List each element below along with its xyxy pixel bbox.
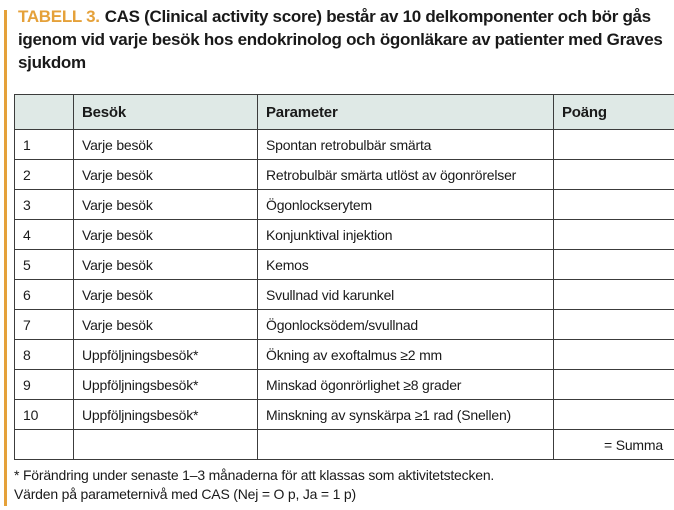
cell-besok: Varje besök (74, 310, 258, 340)
cell-parameter: Minskning av synskärpa ≥1 rad (Snellen) (258, 400, 554, 430)
cell-parameter: Ögonlockserytem (258, 190, 554, 220)
cell-row-number: 1 (15, 130, 74, 160)
cell-besok: Varje besök (74, 190, 258, 220)
table-row (15, 220, 674, 250)
accent-left-bar (4, 10, 7, 506)
cell-besok: Varje besök (74, 130, 258, 160)
table-row (15, 370, 674, 400)
header-cell-besok: Besök (74, 95, 258, 130)
cell-poang (554, 220, 674, 250)
header-cell-number (15, 95, 74, 130)
table-row (15, 430, 674, 460)
cell-besok: Varje besök (74, 220, 258, 250)
cell-row-number (15, 430, 74, 460)
table-caption-label: TABELL 3. (18, 7, 100, 26)
cas-table-body (15, 130, 674, 460)
cell-row-number: 4 (15, 220, 74, 250)
cell-besok: Varje besök (74, 160, 258, 190)
table-row (15, 310, 674, 340)
cas-table-header (15, 95, 674, 130)
table-row (15, 190, 674, 220)
cell-poang (554, 250, 674, 280)
cell-row-number: 9 (15, 370, 74, 400)
cell-besok: Uppföljningsbesök* (74, 340, 258, 370)
table-row (15, 400, 674, 430)
footnotes (14, 466, 664, 503)
cell-row-number: 7 (15, 310, 74, 340)
footnote-line-1: * Förändring under senaste 1–3 månaderna för att klassas som aktivitetstecken. (14, 467, 495, 483)
cell-besok: Uppföljningsbesök* (74, 370, 258, 400)
cell-parameter: Svullnad vid karunkel (258, 280, 554, 310)
cell-poang (554, 400, 674, 430)
cas-table (14, 94, 674, 460)
header-cell-parameter: Parameter (258, 95, 554, 130)
footnote-line-2: Värden på parameternivå med CAS (Nej = O p, Ja = 1 p) (14, 485, 356, 502)
cell-besok: Varje besök (74, 280, 258, 310)
table-caption-text: CAS (Clinical activity score) består av 10 delkomponenter och bör gås igenom vid varje besök hos endokrinolog och ögonläkare av patienter med Graves sjukdom (18, 7, 663, 72)
table-row (15, 250, 674, 280)
cell-poang (554, 190, 674, 220)
table-row (15, 130, 674, 160)
cell-poang (554, 160, 674, 190)
cell-parameter: Ökning av exoftalmus ≥2 mm (258, 340, 554, 370)
cell-poang (554, 340, 674, 370)
cell-parameter: Konjunktival injektion (258, 220, 554, 250)
cell-row-number: 10 (15, 400, 74, 430)
cell-row-number: 5 (15, 250, 74, 280)
header-cell-poang: Poäng (554, 95, 674, 130)
cell-poang: = Summa (554, 430, 674, 460)
cell-parameter: Minskad ögonrörlighet ≥8 grader (258, 370, 554, 400)
cell-parameter: Retrobulbär smärta utlöst av ögonrörelser (258, 160, 554, 190)
table-row (15, 280, 674, 310)
cell-row-number: 6 (15, 280, 74, 310)
header-row (15, 95, 674, 130)
cell-row-number: 2 (15, 160, 74, 190)
cell-poang (554, 280, 674, 310)
cell-row-number: 3 (15, 190, 74, 220)
cell-parameter: Ögonlocksödem/svullnad (258, 310, 554, 340)
cell-parameter: Spontan retrobulbär smärta (258, 130, 554, 160)
cell-poang (554, 310, 674, 340)
table-row (15, 340, 674, 370)
table-caption (18, 5, 666, 74)
cell-parameter: Kemos (258, 250, 554, 280)
cell-besok: Uppföljningsbesök* (74, 400, 258, 430)
cell-poang (554, 370, 674, 400)
cell-besok (74, 430, 258, 460)
cell-besok: Varje besök (74, 250, 258, 280)
table-row (15, 160, 674, 190)
cell-row-number: 8 (15, 340, 74, 370)
cell-parameter (258, 430, 554, 460)
cell-poang (554, 130, 674, 160)
